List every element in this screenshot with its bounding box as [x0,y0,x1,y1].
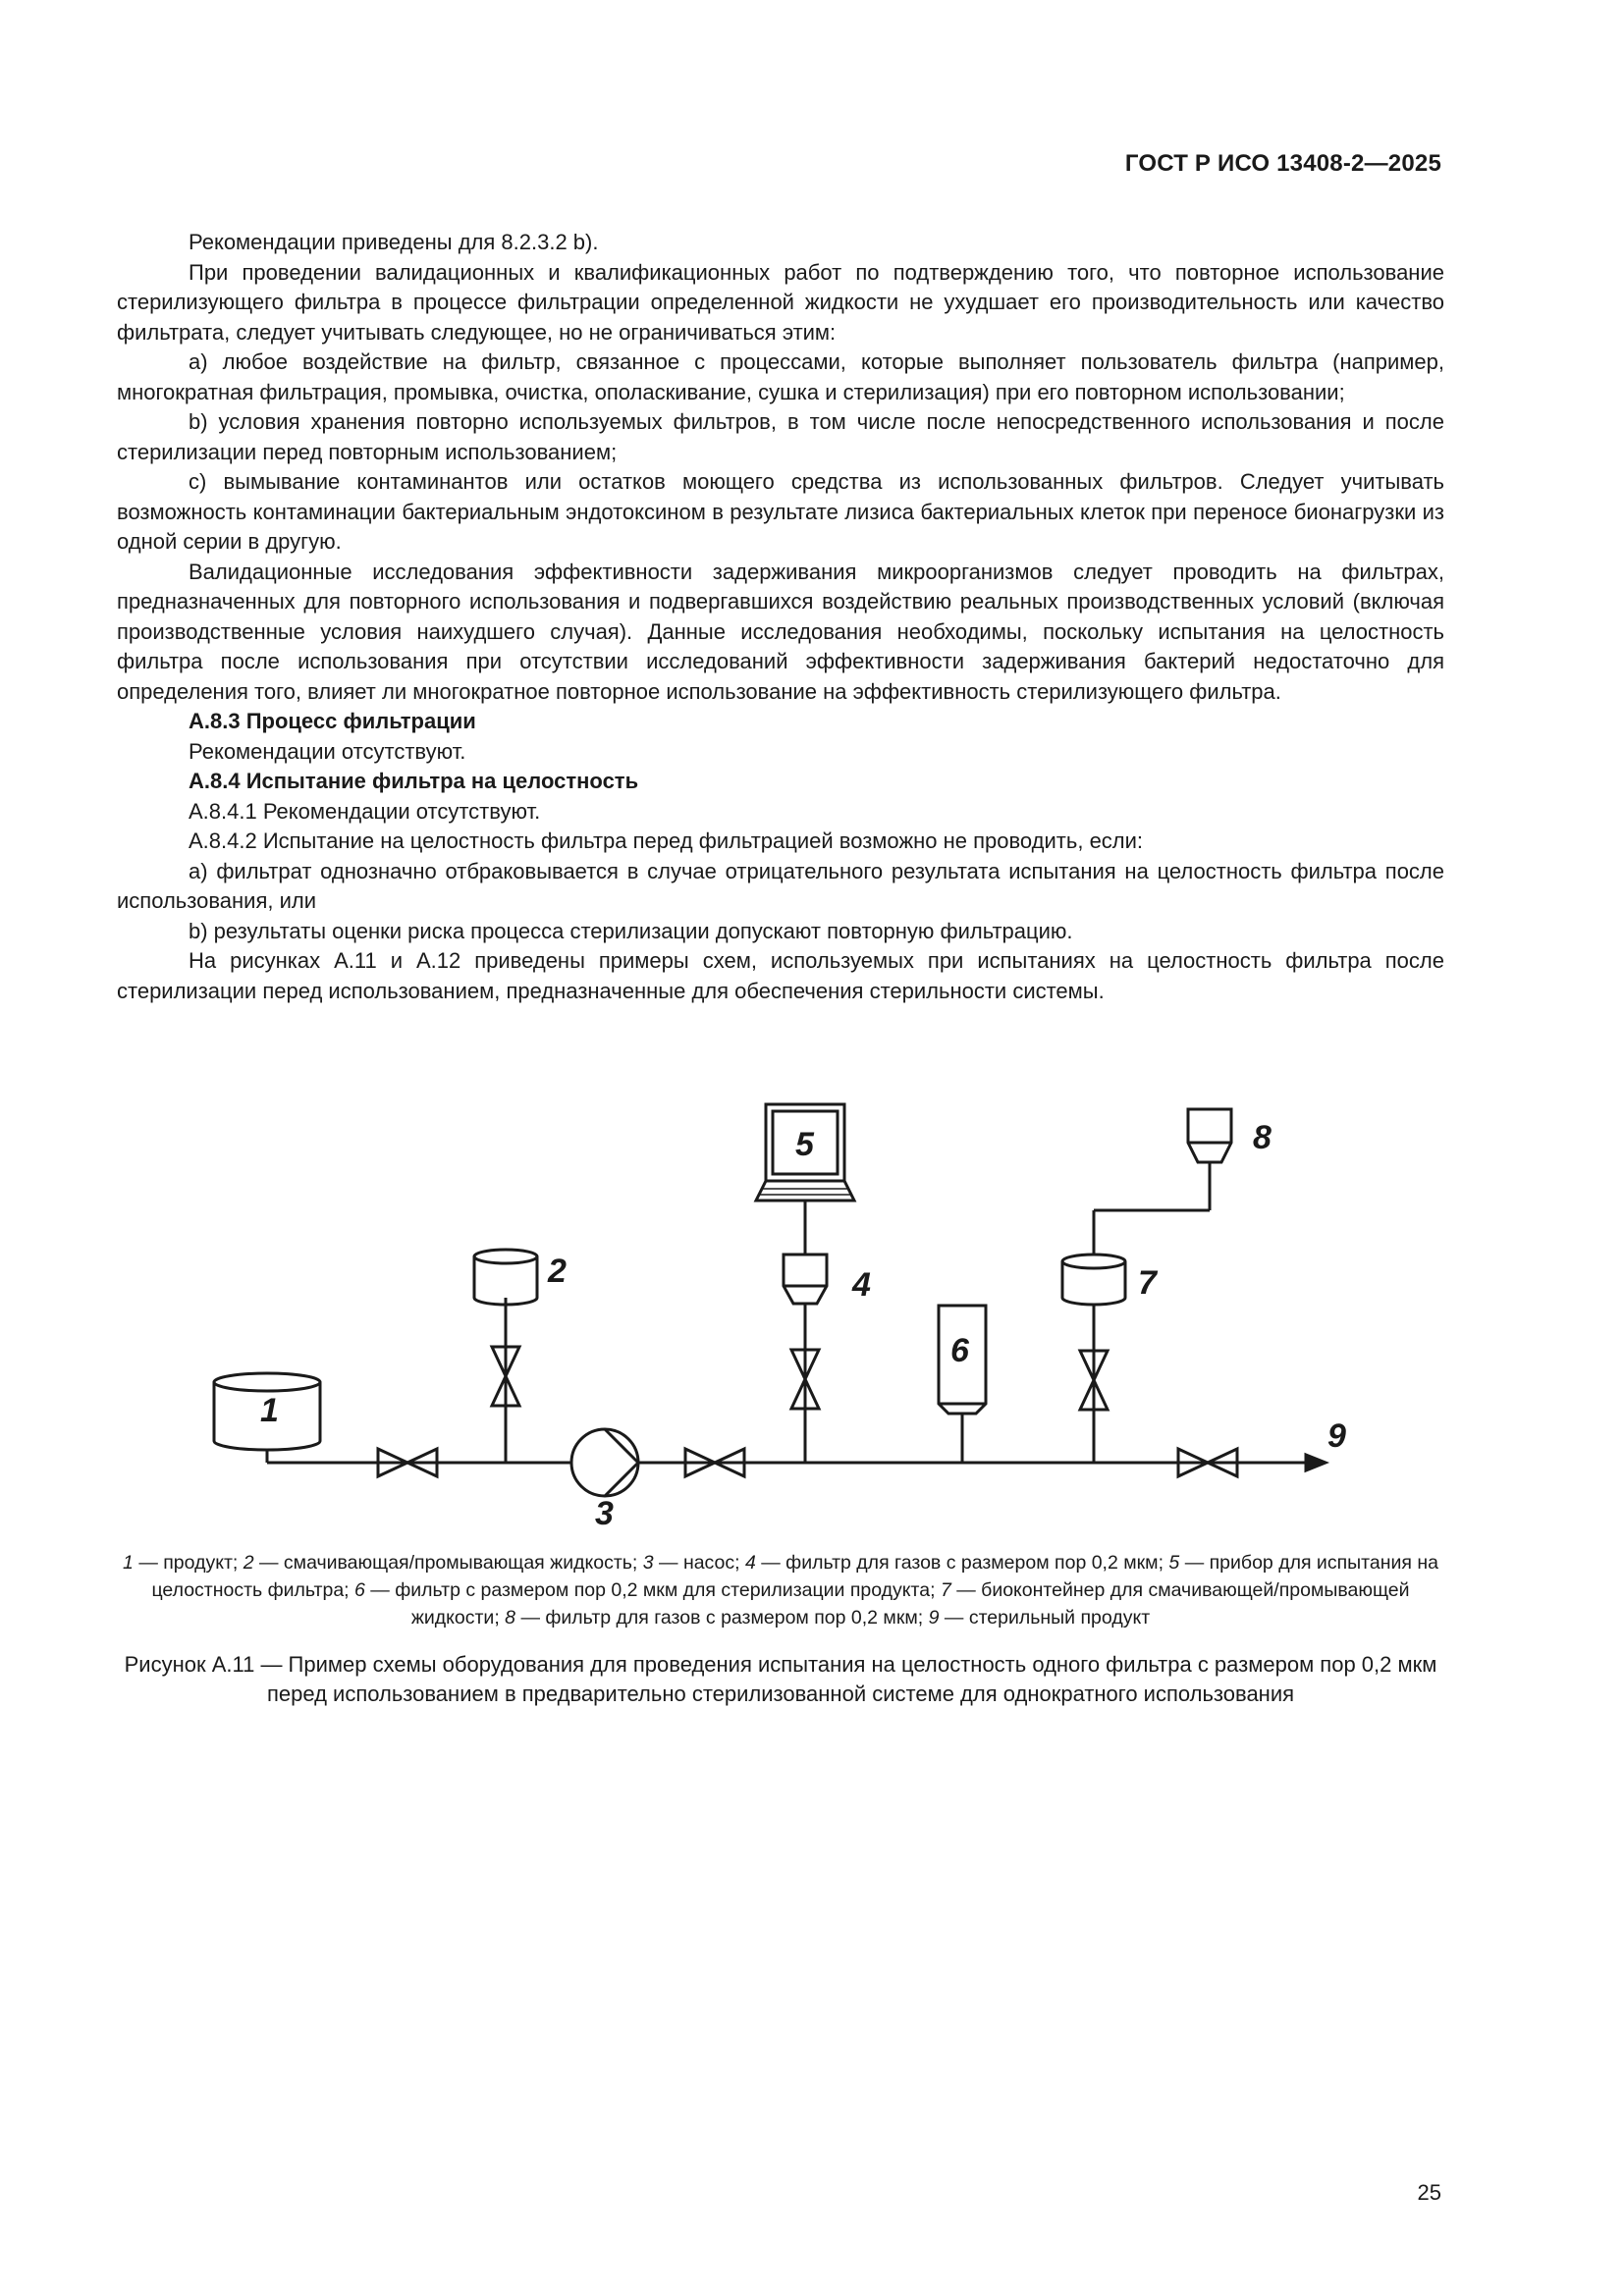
wetting-liquid-branch [474,1250,537,1463]
paragraph: Валидационные исследования эффективности задерживания микроорганизмов следует проводить на фильтрах, предназначенных для повторного использования и подвергавшихся воздействию реальных производственных условий (включая производственные условия наихудшего случая). Данные исследования необходимы, поскольку испытания на целостность фильтра после использования при отсутствии исследований эффективности задерживания бактерий недостаточно для определения того, влияет ли многократное повторное использование на эффективность стерилизующего фильтра. [117,559,1444,704]
label-8: 8 [1253,1119,1272,1156]
label-9: 9 [1327,1417,1346,1455]
list-item-b: b) условия хранения повторно используемых фильтров, в том числе после непосредственного использования и после стерилизации перед повторным использованием; [117,409,1444,464]
figure-legend: 1 — продукт; 2 — смачивающая/промывающая жидкость; 3 — насос; 4 — фильтр для газов с размером пор 0,2 мкм; 5 — прибор для испытания на целостность фильтра; 6 — фильтр с размером пор 0,2 мкм для стерилизации продукта; 7 — биоконтейнер для смачивающей/промывающей жидкости; 8 — фильтр для газов с размером пор 0,2 мкм; 9 — стерильный продукт [123,1552,1438,1629]
paragraph: На рисунках A.11 и A.12 приведены примеры схем, используемых при испытаниях на целостность фильтра после стерилизации перед использованием, предназначенные для обеспечения стерильности системы. [117,948,1444,1003]
section-heading: A.8.3 Процесс фильтрации [189,709,476,733]
label-7: 7 [1138,1264,1157,1302]
paragraph: A.8.4.2 Испытание на целостность фильтра перед фильтрацией возможно не проводить, если: [189,828,1144,853]
liquid-container [474,1250,537,1263]
gas-filter-icon [784,1255,827,1304]
paragraph: При проведении валидационных и квалификационных работ по подтверждению того, что повторное использование стерилизующего фильтра в процессе фильтрации определенной жидкости не ухудшает его производительность или качество фильтрата, следует учитывать следующее, но не ограничиваться этим: [117,259,1444,345]
list-item-a: a) фильтрат однозначно отбраковывается в случае отрицательного результата испытания на целостность фильтра после использования, или [117,858,1444,913]
gas-filter-icon [1188,1109,1231,1162]
main-pipe [267,1449,1326,1470]
list-item-a: a) любое воздействие на фильтр, связанное с процессами, которые выполняет пользователь фильтра (например, многократная фильтрация, промывка, очистка, ополаскивание, сушка и стерилизация) при его повторном использовании; [117,349,1444,404]
label-5: 5 [795,1126,814,1163]
document-header: ГОСТ Р ИСО 13408-2—2025 [1124,150,1441,177]
laptop-keyboard [756,1181,854,1201]
figure-caption: Рисунок A.11 — Пример схемы оборудования для проведения испытания на целостность одного фильтра с размером пор 0,2 мкм перед использованием в предварительно стерилизованной системе для однократного использования [124,1652,1437,1706]
section-heading: A.8.4 Испытание фильтра на целостность [189,769,639,793]
body-text [117,228,1444,1006]
list-item-b: b) результаты оценки риска процесса стерилизации допускают повторную фильтрацию. [189,918,1073,943]
pump-icon [571,1429,638,1496]
flow-arrow-icon [1306,1455,1326,1470]
biocontainer [1062,1255,1125,1268]
label-6: 6 [950,1332,969,1369]
sterilizing-filter-icon [939,1306,986,1463]
list-item-c: c) вымывание контаминантов или остатков моющего средства из использованных фильтров. Следует учитывать возможность контаминации бактериальным эндотоксином в результате лизиса бактериальных клеток при переносе бионагрузки из одной серии в другую. [117,469,1444,554]
paragraph: Рекомендации отсутствуют. [189,738,466,764]
label-4: 4 [852,1266,871,1304]
paragraph: Рекомендации приведены для 8.2.3.2 b). [189,230,599,254]
label-3: 3 [595,1495,614,1531]
paragraph: A.8.4.1 Рекомендации отсутствуют. [189,798,541,824]
figure-a11-diagram [177,1090,1414,1531]
label-1: 1 [260,1392,279,1429]
label-2: 2 [548,1253,567,1290]
page-number: 25 [1417,2180,1441,2205]
